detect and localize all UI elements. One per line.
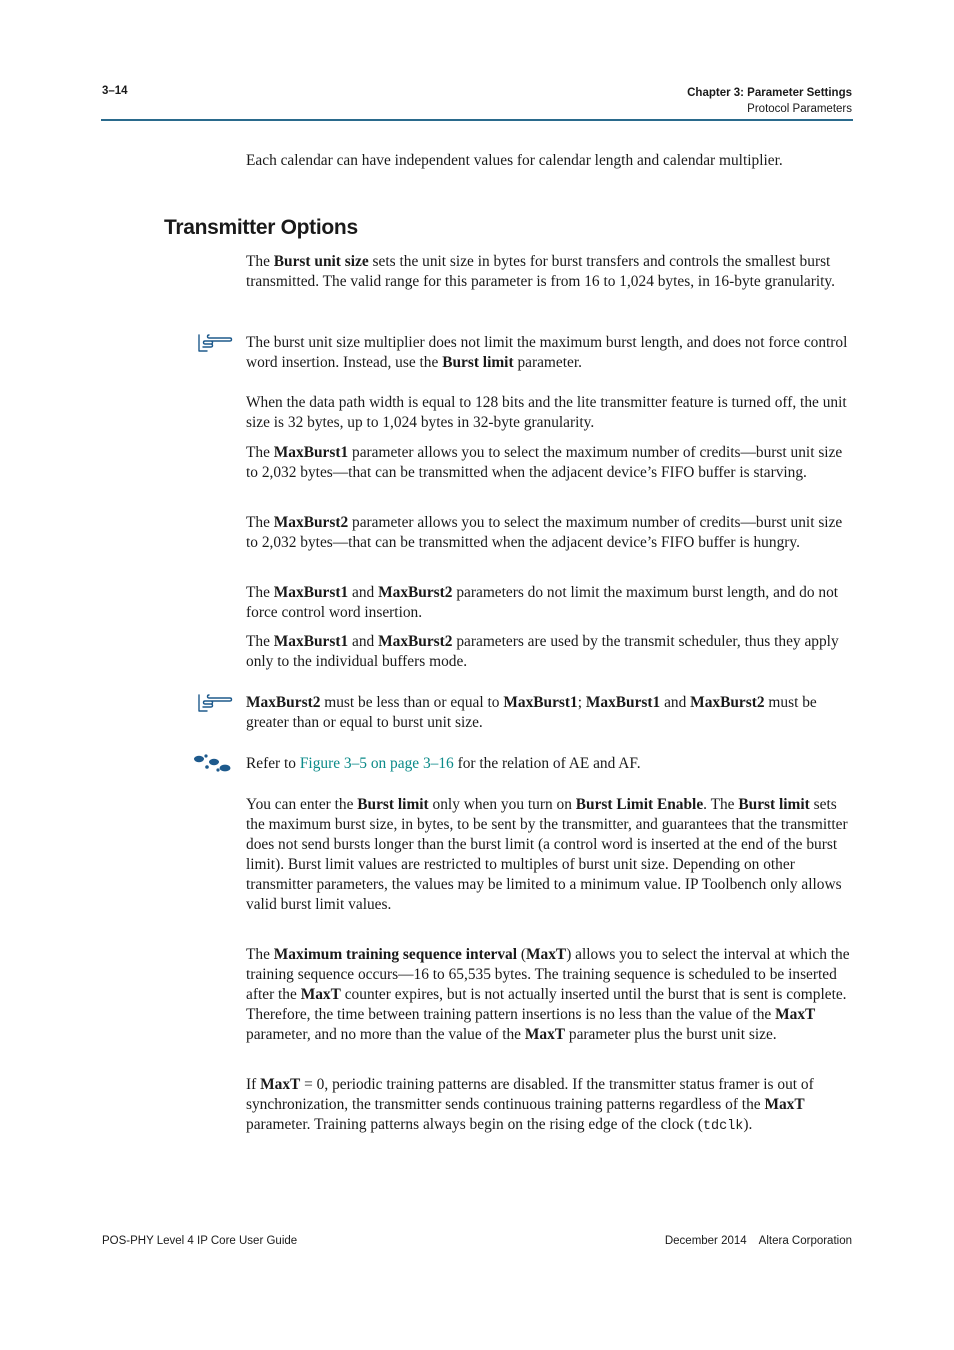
footer-doc-title: POS-PHY Level 4 IP Core User Guide [102,1235,298,1247]
footer-company: Altera Corporation [758,1235,852,1247]
maxburst1-paragraph: The MaxBurst1 parameter allows you to select the maximum number of credits—burst unit size to 2,032 bytes—that can be transmitted when the adjacent device’s FIFO buffer is starving. [246,444,843,481]
page-number: 3–14 [102,85,128,97]
clock-signal-code: tdclk [702,1119,744,1134]
intro-paragraph: Each calendar can have independent values for calendar length and calendar multiplier. [246,152,783,169]
footer-date: December 2014 [664,1235,747,1247]
reference-paragraph: Refer to Figure 3–5 on page 3–16 for the relation of AE and AF. [246,755,641,772]
chapter-title: Chapter 3: Parameter Settings [687,87,852,99]
note-hand-icon [197,333,233,353]
note-burst-unit-multiplier: The burst unit size multiplier does not limit the maximum burst length, and does not force control word insertion. Instead, use the Burst limit parameter. [246,334,848,371]
note-hand-icon [197,693,233,713]
section-title: Protocol Parameters [747,103,852,115]
header-chapter-info [687,85,852,117]
note-maxburst-constraint: MaxBurst2 must be less than or equal to MaxBurst1; MaxBurst1 and MaxBurst2 must be greater than or equal to burst unit size. [246,694,817,731]
burst-unit-size-paragraph: The Burst unit size sets the unit size in bytes for burst transfers and controls the smallest burst transmitted. The valid range for this parameter is from 16 to 1,024 bytes, in 16-byte granularity. [246,253,835,290]
header-rule [101,119,853,121]
figure-reference-link[interactable]: Figure 3–5 on page 3–16 [299,755,454,772]
maxburst-limit-paragraph: The MaxBurst1 and MaxBurst2 parameters do not limit the maximum burst length, and do not force control word insertion. [246,584,839,621]
burst-limit-paragraph: You can enter the Burst limit only when you turn on Burst Limit Enable. The Burst limit sets the maximum burst size, in bytes, to be sent by the transmitter, and guarantees that the transmitter does not send bursts longer than the burst limit (a control word is inserted at the end of the burst limit). Burst limit values are restricted to multiples of burst unit size. Depending on other transmitter parameters, the values may be limited to a minimum value. IP Toolbench only allows valid burst limit values. [246,796,848,913]
maxburst-scheduler-paragraph: The MaxBurst1 and MaxBurst2 parameters are used by the transmit scheduler, thus they apply only to the individual buffers mode. [246,633,839,670]
footprints-reference-icon [193,753,233,773]
data-path-width-paragraph: When the data path width is equal to 128 bits and the lite transmitter feature is turned off, the unit size is 32 bytes, up to 1,024 bytes in 32-byte granularity. [246,394,847,431]
maxt-zero-paragraph: If MaxT = 0, periodic training patterns are disabled. If the transmitter status framer is out of synchronization, the transmitter sends continuous training patterns regardless of the MaxT parameter. Training patterns always begin on the rising edge of the clock (tdclk). [246,1076,814,1134]
maxburst2-paragraph: The MaxBurst2 parameter allows you to select the maximum number of credits—burst unit size to 2,032 bytes—that can be transmitted when the adjacent device’s FIFO buffer is hungry. [246,514,843,551]
section-heading: Transmitter Options [164,216,358,239]
maxt-paragraph: The Maximum training sequence interval (MaxT) allows you to select the interval at which the training sequence occurs—16 to 65,535 bytes. The training sequence is scheduled to be inserted after the MaxT counter expires, but is not actually inserted until the burst that is sent is complete. Therefore, the time between training pattern insertions is no less than the value of the MaxT parameter, and no more than the value of the MaxT parameter plus the burst unit size. [246,946,850,1043]
footer-info [665,1235,852,1247]
